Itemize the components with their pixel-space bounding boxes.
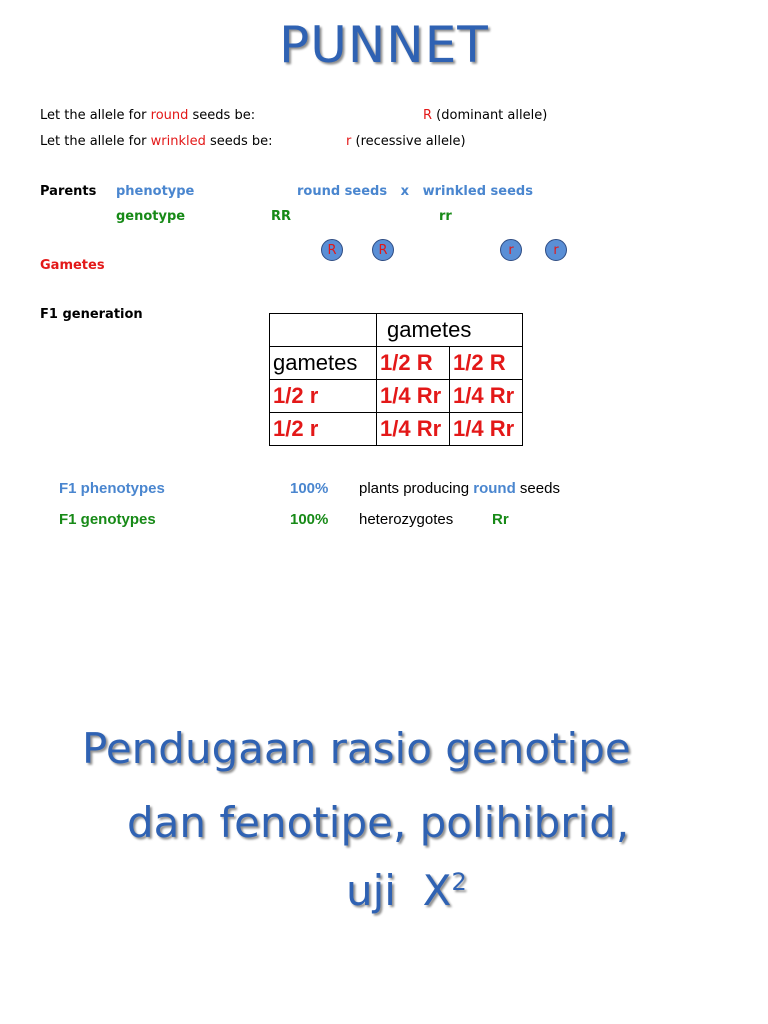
table-cell-offspring: 1/4 Rr bbox=[377, 413, 450, 446]
table-row bbox=[270, 413, 523, 446]
f1-generation-label: F1 generation bbox=[40, 307, 143, 322]
table-row bbox=[270, 314, 523, 347]
allele-symbol: R bbox=[423, 108, 433, 123]
f1-genotypes-label: F1 genotypes bbox=[59, 511, 156, 528]
phenotype-trait: round bbox=[473, 480, 516, 497]
phenotype-value: round seeds x wrinkled seeds bbox=[297, 184, 533, 199]
table-cell-offspring: 1/4 Rr bbox=[450, 380, 523, 413]
f1-genotypes-pct: 100% bbox=[290, 511, 329, 528]
phenotype-suffix: seeds bbox=[515, 480, 560, 497]
genotype-parent-2: rr bbox=[439, 209, 452, 224]
table-cell-gamete-col: 1/2 R bbox=[450, 347, 523, 380]
table-row bbox=[270, 380, 523, 413]
phenotype-text: plants producing bbox=[359, 480, 474, 497]
heading-line-3 bbox=[346, 866, 467, 915]
allele-line-round bbox=[40, 108, 255, 123]
gamete-circle: R bbox=[321, 239, 343, 261]
allele-symbol-round bbox=[423, 108, 547, 123]
table-cell-gamete-row: 1/2 r bbox=[270, 380, 377, 413]
heading-line-1: Pendugaan rasio genotipe bbox=[82, 724, 631, 773]
f1-genotypes-value: Rr bbox=[492, 511, 509, 528]
allele-trait-wrinkled: wrinkled bbox=[150, 134, 206, 149]
heading-superscript: 2 bbox=[451, 868, 467, 896]
page-title: PUNNET bbox=[279, 16, 489, 74]
allele-line-wrinkled bbox=[40, 134, 273, 149]
table-row-header-gametes: gametes bbox=[270, 347, 377, 380]
table-cell-gamete-row: 1/2 r bbox=[270, 413, 377, 446]
table-cell-gamete-col: 1/2 R bbox=[377, 347, 450, 380]
gamete-circle: r bbox=[500, 239, 522, 261]
table-row bbox=[270, 347, 523, 380]
allele-desc: (dominant allele) bbox=[432, 108, 548, 123]
table-cell-empty bbox=[270, 314, 377, 347]
heading-line-3-text: uji X bbox=[346, 866, 452, 915]
allele-suffix: seeds be: bbox=[205, 134, 273, 149]
allele-symbol-wrinkled bbox=[346, 134, 466, 149]
f1-phenotypes-pct: 100% bbox=[290, 480, 329, 497]
table-cell-offspring: 1/4 Rr bbox=[450, 413, 523, 446]
allele-prefix: Let the allele for bbox=[40, 108, 151, 123]
gamete-circle: r bbox=[545, 239, 567, 261]
f1-genotypes-text: heterozygotes bbox=[359, 511, 454, 528]
gamete-circle: R bbox=[372, 239, 394, 261]
genotype-label: genotype bbox=[116, 209, 186, 224]
gametes-label: Gametes bbox=[40, 258, 105, 273]
phenotype-label: phenotype bbox=[116, 184, 195, 199]
genotype-parent-1: RR bbox=[271, 209, 292, 224]
allele-trait-round: round bbox=[150, 108, 189, 123]
parents-label: Parents bbox=[40, 184, 97, 199]
f1-phenotypes-text bbox=[359, 480, 560, 497]
allele-suffix: seeds be: bbox=[188, 108, 256, 123]
punnet-square bbox=[269, 313, 523, 446]
table-cell-offspring: 1/4 Rr bbox=[377, 380, 450, 413]
f1-phenotypes-label: F1 phenotypes bbox=[59, 480, 165, 497]
allele-prefix: Let the allele for bbox=[40, 134, 151, 149]
heading-line-2: dan fenotipe, polihibrid, bbox=[127, 798, 630, 847]
allele-symbol: r bbox=[346, 134, 352, 149]
allele-desc: (recessive allele) bbox=[351, 134, 466, 149]
table-header-gametes: gametes bbox=[377, 314, 523, 347]
